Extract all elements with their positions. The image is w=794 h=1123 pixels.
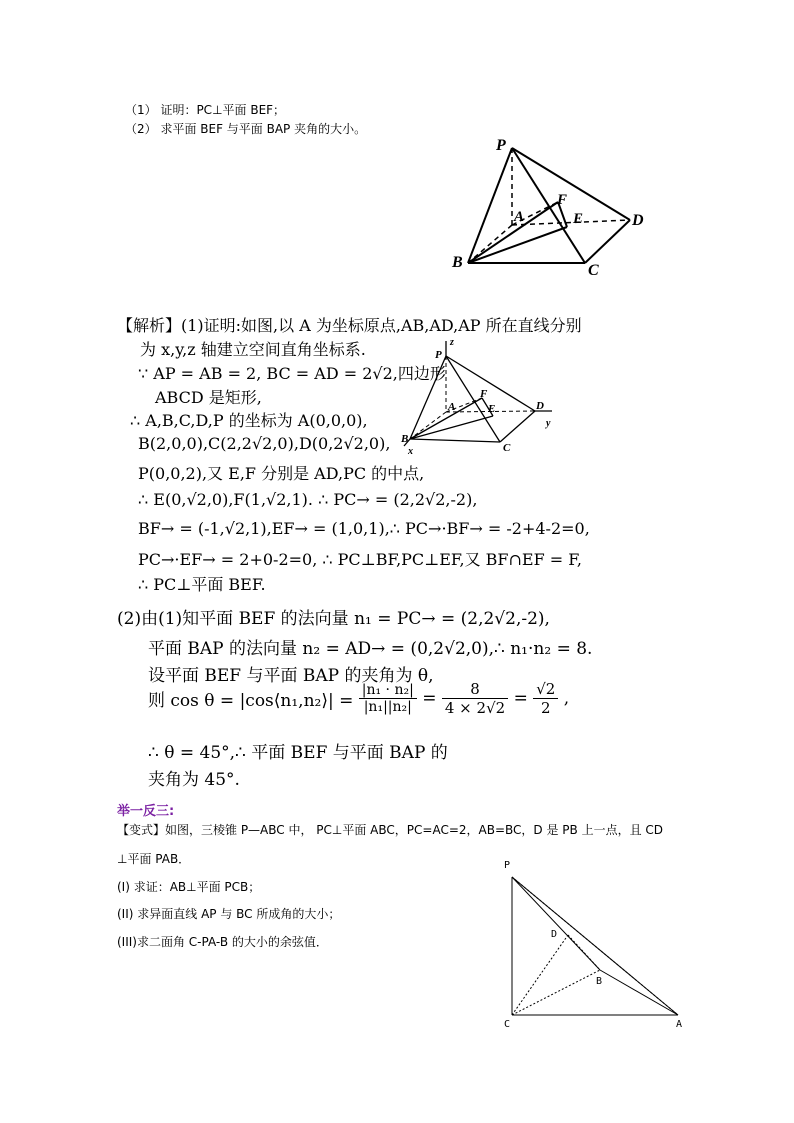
fraction-3-num: √2 <box>533 680 558 699</box>
fig3-label-P: P <box>504 860 511 871</box>
fraction-3-den: 2 <box>541 699 551 717</box>
solution-line-11: ∴ PC⊥平面 BEF. <box>138 575 266 594</box>
solution-line-14: 设平面 BEF 与平面 BAP 的夹角为 θ, <box>148 666 434 686</box>
fraction-3 <box>533 680 558 717</box>
fig2-label-z: z <box>450 337 454 348</box>
variant-heading: 举一反三: <box>117 804 175 819</box>
equals-sign: = <box>422 688 437 709</box>
fraction-2-den: 4 × 2√2 <box>444 699 506 717</box>
fig3-label-A: A <box>676 1019 683 1030</box>
fig2-label-F: F <box>480 388 488 400</box>
pyramid-figure-1 <box>440 130 650 285</box>
fig1-label-C: C <box>588 262 599 279</box>
fig2-label-C: C <box>503 442 511 454</box>
fig2-label-D: D <box>536 400 544 412</box>
fraction-1-den: |n₁||n₂| <box>363 699 412 715</box>
fig1-label-D: D <box>632 212 644 229</box>
pyramid-figure-2 <box>400 336 560 456</box>
solution-line-8: ∴ E(0,√2,0),F(1,√2,1). ∴ PC→ = (2,2√2,-2), <box>138 490 478 509</box>
variant-question-3: (III)求二面角 C-PA-B 的大小的余弦值． <box>117 935 328 949</box>
fig2-label-x: x <box>408 446 413 457</box>
tetrahedron-figure-3 <box>500 855 700 1035</box>
fig3-label-C: C <box>504 1019 511 1030</box>
fig3-label-D: D <box>551 929 558 940</box>
solution-line-17: 夹角为 45°. <box>148 770 240 790</box>
problem-item-1: （1） 证明：PC⊥平面 BEF； <box>125 103 286 117</box>
solution-line-7: P(0,0,2),又 E,F 分别是 AD,PC 的中点, <box>138 464 425 483</box>
fig2-label-P: P <box>435 349 442 361</box>
fig1-label-F: F <box>557 192 568 208</box>
fig2-label-B: B <box>401 433 409 445</box>
fraction-2 <box>442 680 508 717</box>
fraction-tail: , <box>563 688 570 709</box>
variant-line-2: ⊥平面 PAB． <box>117 852 191 866</box>
fig3-label-B: B <box>596 976 603 987</box>
variant-question-1: (I) 求证：AB⊥平面 PCB； <box>117 880 261 894</box>
fraction-1 <box>359 682 417 715</box>
fraction-2-num: 8 <box>442 680 508 699</box>
fig1-label-A: A <box>514 209 525 225</box>
solution-line-9: BF→ = (-1,√2,1),EF→ = (1,0,1),∴ PC→·BF→ = -2+4-2=0, <box>138 519 590 538</box>
cos-formula-prefix: 则 cos θ = |cos⟨n₁,n₂⟩| = <box>148 691 354 711</box>
fraction-1-num: |n₁ · n₂| <box>359 682 417 699</box>
solution-line-1: 【解析】(1)证明:如图,以 A 为坐标原点,AB,AD,AP 所在直线分别 <box>117 316 582 335</box>
cos-formula <box>148 680 569 717</box>
fig2-label-E: E <box>488 403 496 415</box>
fig2-label-A: A <box>448 401 456 413</box>
solution-line-5: ∴ A,B,C,D,P 的坐标为 A(0,0,0), <box>130 411 368 430</box>
solution-line-4: ABCD 是矩形, <box>155 388 262 407</box>
equals-sign-2: = <box>513 688 528 709</box>
fig1-label-P: P <box>496 137 506 154</box>
fig2-label-y: y <box>546 418 551 429</box>
fig1-label-E: E <box>573 211 584 227</box>
solution-line-13: 平面 BAP 的法向量 n₂ = AD→ = (0,2√2,0),∴ n₁·n₂ = 8. <box>148 639 593 659</box>
variant-question-2: (II) 求异面直线 AP 与 BC 所成角的大小； <box>117 907 341 921</box>
problem-item-2: （2） 求平面 BEF 与平面 BAP 夹角的大小。 <box>125 122 367 136</box>
solution-line-6: B(2,0,0),C(2,2√2,0),D(0,2√2,0), <box>138 434 391 453</box>
solution-line-16: ∴ θ = 45°,∴ 平面 BEF 与平面 BAP 的 <box>148 743 448 763</box>
solution-line-10: PC→·EF→ = 2+0-2=0, ∴ PC⊥BF,PC⊥EF,又 BF∩EF = F, <box>138 550 582 569</box>
solution-line-3: ∵ AP = AB = 2, BC = AD = 2√2,四边形 <box>138 364 446 383</box>
variant-line-1: 【变式】如图，三棱锥 P—ABC 中， PC⊥平面 ABC，PC=AC=2，AB=BC，D 是 PB 上一点，且 CD <box>117 823 664 837</box>
solution-line-2: 为 x,y,z 轴建立空间直角坐标系. <box>140 340 366 359</box>
solution-line-12: (2)由(1)知平面 BEF 的法向量 n₁ = PC→ = (2,2√2,-2), <box>117 609 550 629</box>
fig1-label-B: B <box>452 254 463 271</box>
